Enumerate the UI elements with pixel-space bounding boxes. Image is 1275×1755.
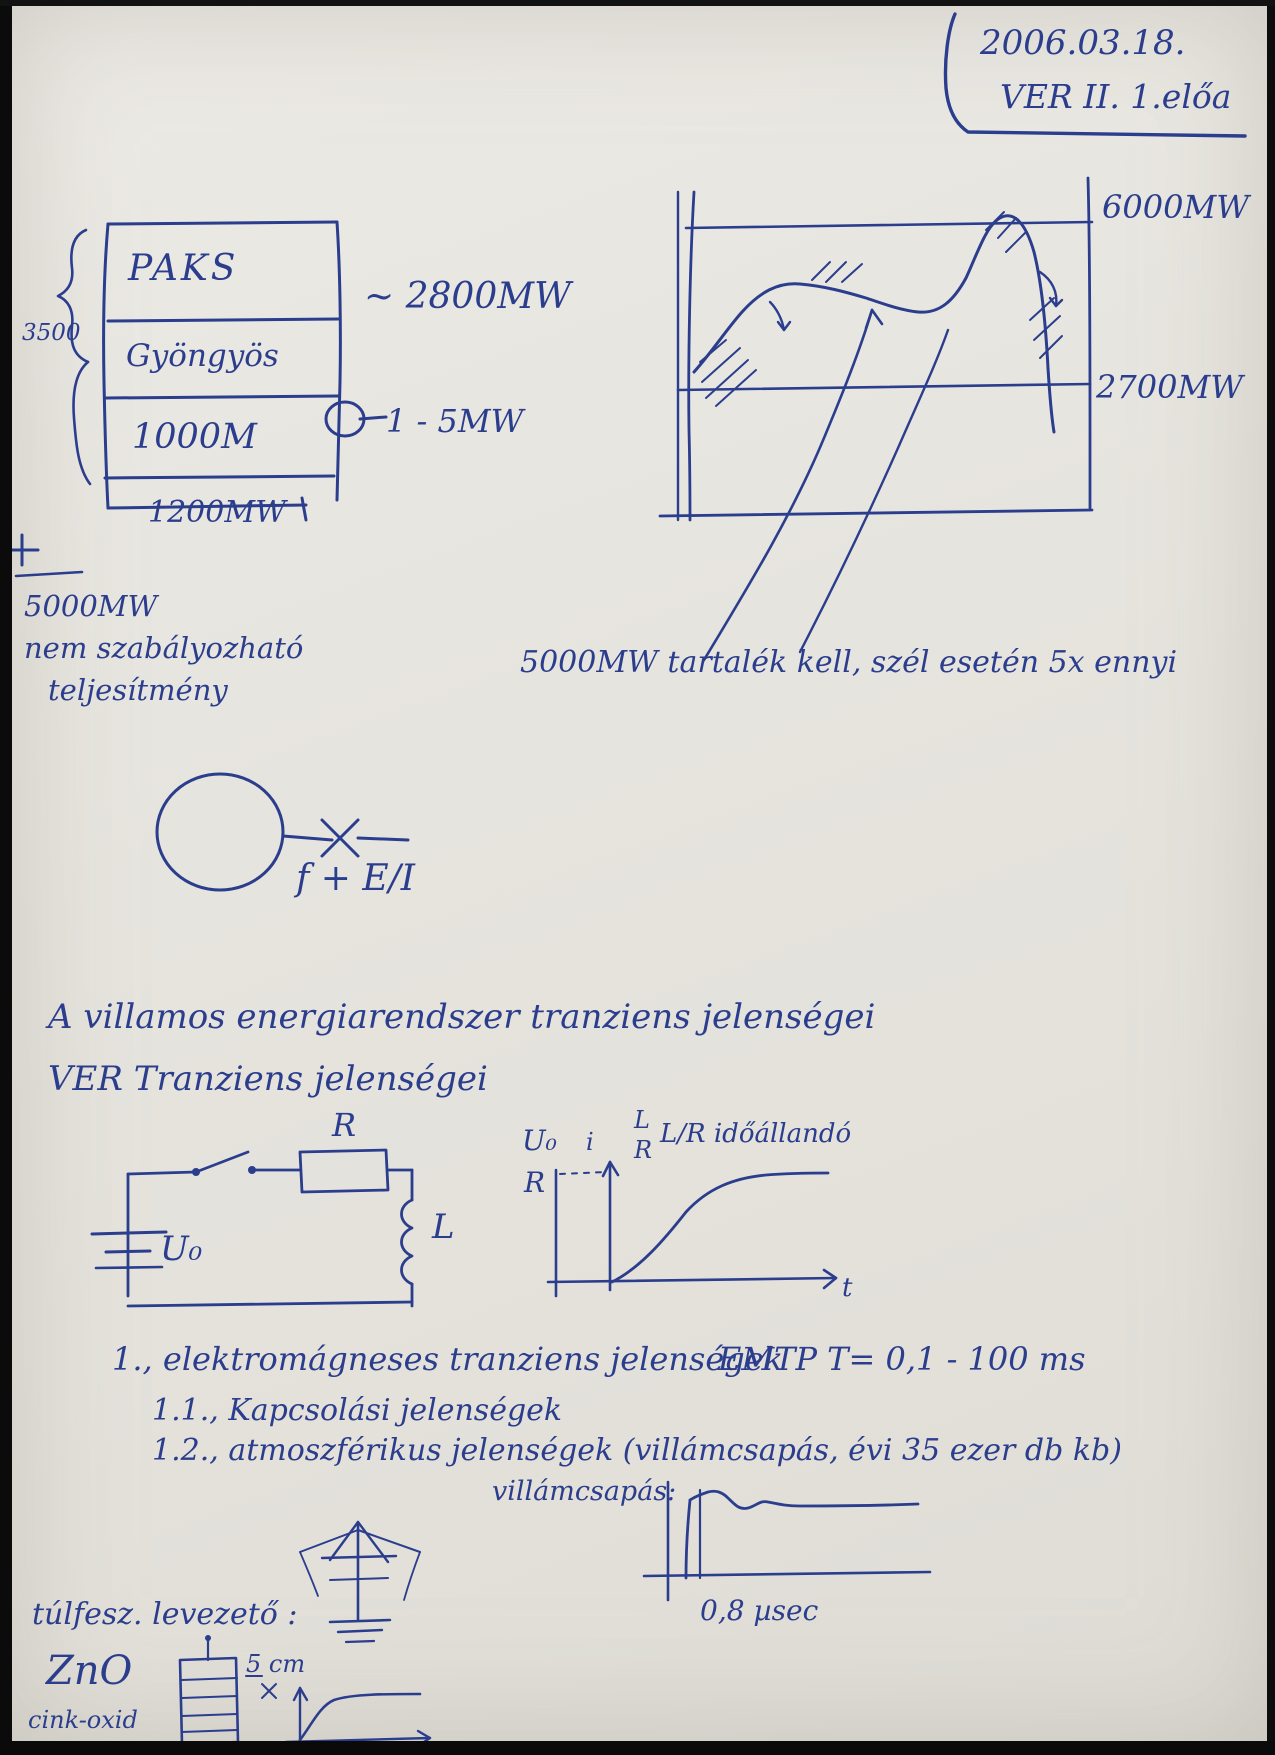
- row-label-paks: PAKS: [128, 248, 239, 289]
- overvoltage-material: ZnO: [46, 1648, 133, 1694]
- row-label-1000m: 1000M: [132, 417, 257, 457]
- paper-sheet: [8, 0, 1270, 1742]
- plot-y-label-denom: R: [524, 1166, 546, 1199]
- list-item-1-2: 1.2., atmoszférikus jelenségek (villámcsapás, évi 35 ezer db kb): [152, 1433, 1122, 1468]
- row-label-gyongyos: Gyöngyös: [126, 338, 279, 374]
- graph-caption: 5000MW tartalék kell, szél esetén 5x ennyi: [520, 645, 1178, 680]
- plot-tau-den: R: [634, 1136, 653, 1164]
- graph-lower-label: 2700MW: [1096, 368, 1244, 406]
- heading-1: A villamos energiarendszer tranziens jelenségei: [48, 997, 876, 1037]
- overvoltage-title: túlfesz. levezető :: [32, 1597, 298, 1632]
- graph-upper-label: 6000MW: [1102, 188, 1250, 226]
- header-subject: VER II. 1.előa: [1000, 77, 1232, 116]
- header-date: 2006.03.18.: [980, 23, 1186, 63]
- plot-tau-label: L/R időállandó: [660, 1119, 852, 1149]
- sum-note-2: teljesítmény: [48, 673, 228, 707]
- list-item-1-note: EMTP T= 0,1 - 100 ms: [718, 1340, 1086, 1378]
- circuit-source-label: U₀: [160, 1229, 203, 1269]
- overvoltage-material-sub: cink-oxid: [28, 1706, 138, 1734]
- generator-label: f + E/I: [296, 858, 416, 899]
- heading-2: VER Tranziens jelenségei: [48, 1059, 488, 1099]
- circuit-inductor-label: L: [432, 1207, 455, 1247]
- circuit-resistor-label: R: [332, 1106, 357, 1144]
- brace-label: 3500: [22, 320, 81, 346]
- plot-current-label: i: [586, 1128, 594, 1156]
- lightning-pulse-label: 0,8 µsec: [700, 1594, 819, 1627]
- page-edge-left: [0, 0, 12, 1755]
- page-edge-right: [1267, 0, 1275, 1755]
- page-edge-bottom: [0, 1741, 1275, 1755]
- lightning-label: villámcsapás:: [492, 1476, 677, 1507]
- row-label-1200mw: 1200MW: [148, 495, 286, 530]
- list-item-1-1: 1.1., Kapcsolási jelenségek: [152, 1393, 563, 1428]
- annotation-2800mw: ~ 2800MW: [364, 276, 572, 317]
- plot-y-label: U₀: [522, 1124, 557, 1157]
- sum-value: 5000MW: [24, 589, 158, 623]
- annotation-1-5mw: 1 - 5MW: [386, 402, 524, 440]
- sum-note-1: nem szabályozható: [24, 631, 304, 665]
- overvoltage-arrow-label: 5 cm: [246, 1650, 306, 1678]
- page-edge-top: [0, 0, 1275, 6]
- list-item-1: 1., elektromágneses tranziens jelenségek: [112, 1340, 784, 1378]
- plot-x-label: t: [842, 1273, 853, 1303]
- plot-tau-num: L: [634, 1106, 650, 1134]
